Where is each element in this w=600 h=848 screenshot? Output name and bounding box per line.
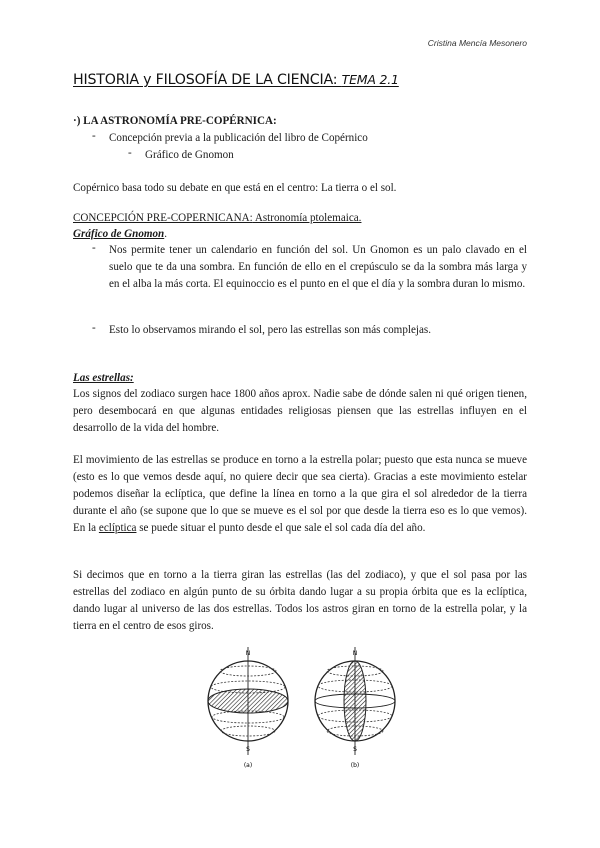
section-heading: ·) LA ASTRONOMÍA PRE-COPÉRNICA:	[73, 115, 277, 127]
intro-line: Copérnico basa todo su debate en que está en el centro: La tierra o el sol.	[73, 182, 397, 194]
estrellas-paragraph-3: Si decimos que en torno a la tierra giran las estrellas (las del zodiaco), y que el sol pasa por las estrellas del zodiaco en algún punto de su órbita dando lugar a su propia órbita que es la eclíptica, dando lugar al universo de las dos estrellas. Todos los astros giran en torno de la estrella polar, y la tierra en el centro de esos giros.	[73, 569, 527, 632]
title-main: HISTORIA y FILOSOFÍA DE LA CIENCIA:	[73, 72, 342, 88]
concepcion-heading: CONCEPCIÓN PRE-COPERNICANA: Astronomía ptolemaica.	[73, 212, 362, 224]
caption-a: (a)	[243, 762, 253, 769]
gnomon-heading: Gráfico de Gnomon.	[73, 228, 167, 240]
page-title	[73, 72, 399, 88]
estrellas-paragraph-1: Los signos del zodiaco surgen hace 1800 años aprox. Nadie sabe de dónde salen ni qué origen tienen, pero desembocará en que algunas entidades religiosas piensen que las estrellas influyen en el desarrollo de la vida del hombre.	[73, 388, 527, 434]
list-item: Concepción previa a la publicación del libro de Copérnico	[109, 132, 368, 144]
ecliptica-link: eclíptica	[98, 522, 137, 534]
north-label: N	[352, 650, 358, 657]
estrellas-paragraph-2: El movimiento de las estrellas se produce en torno a la estrella polar; puesto que esta nunca se mueve (esto es lo que vemos desde aquí, no quiere decir que sea cierta). Gracias a este movimiento estelar podemos diseñar la eclíptica, que define la línea en torno a la que gira el sol alrededor de la tierra durante el año (se supone que lo que se mueve es el sol por que desde la tierra eso es lo que vemos). En la eclíptica se puede situar el punto desde el que sale el sol cada día del año.	[73, 454, 527, 534]
title-tema: TEMA 2.1	[341, 72, 399, 87]
sphere-b	[315, 647, 395, 769]
south-label: S	[353, 746, 357, 753]
bullet-dash: -	[92, 130, 96, 142]
author-name: Cristina Mencía Mesonero	[427, 38, 527, 48]
caption-b: (b)	[350, 762, 360, 769]
bullet-dash: -	[92, 242, 96, 254]
gnomon-paragraph: Nos permite tener un calendario en función del sol. Un Gnomon es un palo clavado en el suelo que te da una sombra. En función de ello en el crepúsculo se da la sombra más larga y en el alba la más corta. El equinoccio es el punto en el que el día y la sombra duran lo mismo.	[109, 244, 527, 290]
estrellas-heading: Las estrellas:	[73, 372, 134, 384]
list-subitem: Gráfico de Gnomon	[145, 149, 234, 161]
stars-note: Esto lo observamos mirando el sol, pero las estrellas son más complejas.	[109, 324, 431, 336]
south-label: S	[246, 746, 250, 753]
sphere-a	[208, 647, 288, 769]
north-label: N	[245, 650, 251, 657]
celestial-spheres-figure	[200, 645, 410, 780]
bullet-dash: -	[128, 147, 132, 159]
bullet-dash: -	[92, 322, 96, 334]
